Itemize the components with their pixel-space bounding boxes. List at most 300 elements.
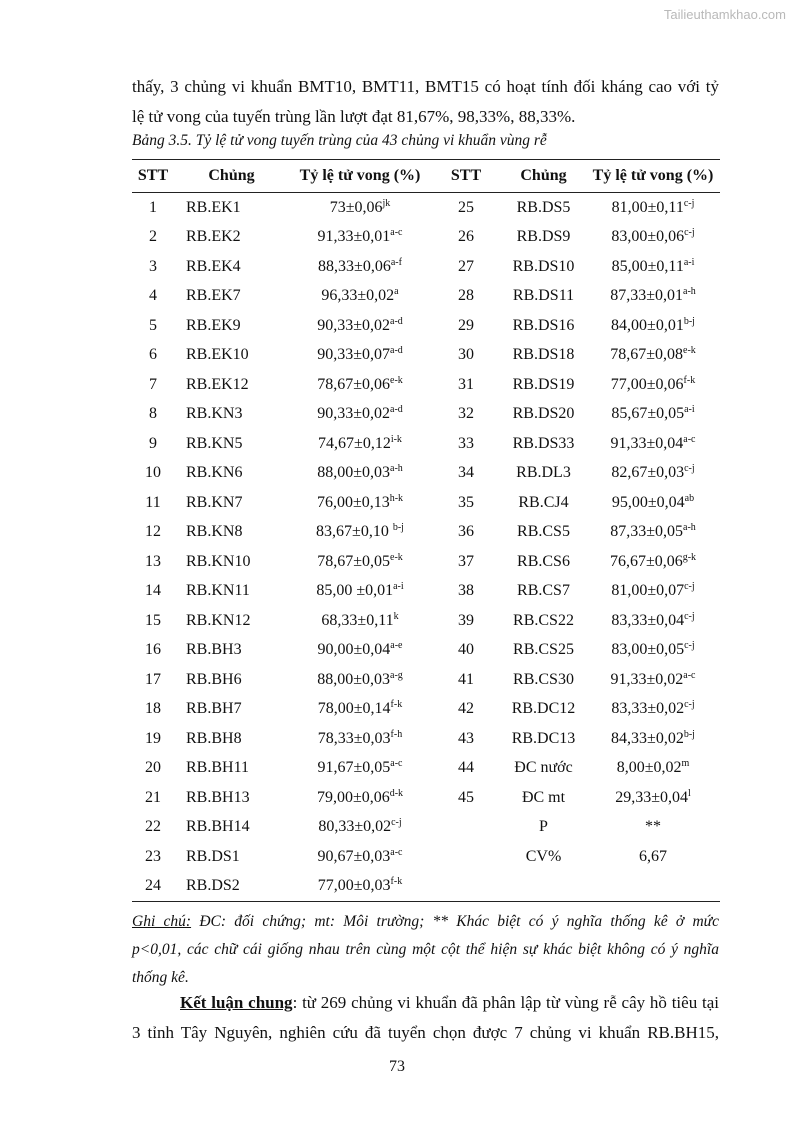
cell-name2-text: RB.DS33 (512, 434, 575, 452)
cell-stt (132, 282, 174, 312)
significance-letter: a-h (390, 463, 403, 475)
table-row (132, 282, 720, 312)
significance-letter: b-j (392, 522, 404, 534)
significance-letter: l (688, 787, 691, 799)
cell-name2 (501, 872, 586, 902)
cell-name2 (501, 842, 586, 872)
cell-name2-text: ĐC mt (521, 788, 566, 806)
cell-stt2 (431, 223, 501, 253)
cell-name2-text: CV% (525, 847, 562, 865)
cell-stt2 (431, 636, 501, 666)
cell-stt (132, 606, 174, 636)
cell-name-text: RB.KN8 (186, 523, 243, 541)
cell-name (174, 341, 289, 371)
significance-letter: c-j (684, 581, 695, 593)
cell-name2 (501, 311, 586, 341)
cell-val (289, 547, 431, 577)
cell-stt2 (431, 695, 501, 725)
cell-stt-text: 5 (149, 316, 157, 334)
cell-stt (132, 724, 174, 754)
cell-name2 (501, 370, 586, 400)
cell-val2-text: 91,33±0,02 (610, 670, 684, 688)
cell-val2 (586, 754, 720, 784)
cell-stt-text: 21 (145, 788, 161, 806)
cell-val2-text: 77,00±0,06 (610, 375, 684, 393)
cell-val2 (586, 311, 720, 341)
significance-letter: f-k (390, 876, 403, 888)
cell-stt-text: 15 (145, 611, 161, 629)
significance-letter: jk (382, 197, 391, 209)
significance-letter: a (394, 286, 399, 298)
cell-stt-text: 20 (145, 759, 161, 777)
cell-name2 (501, 754, 586, 784)
cell-stt2 (431, 842, 501, 872)
cell-stt-text: 12 (145, 523, 161, 541)
cell-stt (132, 872, 174, 902)
cell-name (174, 429, 289, 459)
cell-name2-text: RB.DS16 (512, 316, 575, 334)
cell-name2-text: RB.CS6 (517, 552, 570, 570)
table-row (132, 223, 720, 253)
cell-stt-text: 3 (149, 257, 157, 275)
cell-stt2-text: 44 (458, 759, 474, 777)
significance-letter: a-g (390, 669, 403, 681)
cell-val (289, 252, 431, 282)
cell-name-text: RB.DS2 (186, 877, 240, 895)
cell-val-text: 78,00±0,14 (317, 700, 391, 718)
note-line-2: p<0,01, các chữ cái giống nhau trên cùng một cột thể hiện sự khác biệt không có ý nghĩa thống kê. (132, 941, 719, 986)
cell-val2-text: ** (645, 818, 661, 836)
cell-stt (132, 577, 174, 607)
significance-letter: e-k (683, 345, 696, 357)
cell-name-text: RB.KN10 (186, 552, 251, 570)
cell-name (174, 606, 289, 636)
cell-name2 (501, 813, 586, 843)
significance-letter: a-c (390, 758, 403, 770)
cell-name2-text: RB.DS9 (516, 228, 571, 246)
cell-name2-text: RB.DS10 (512, 257, 575, 275)
cell-val2-text: 84,33±0,02 (611, 729, 684, 747)
conclusion-label: Kết luận chung (180, 993, 293, 1012)
cell-stt (132, 252, 174, 282)
cell-name-text: RB.KN5 (186, 434, 243, 452)
cell-stt2 (431, 665, 501, 695)
significance-letter: f-k (390, 699, 403, 711)
cell-name2 (501, 695, 586, 725)
cell-val-text: 90,33±0,02 (317, 405, 390, 423)
cell-stt-text: 6 (149, 346, 157, 364)
cell-name (174, 370, 289, 400)
cell-val (289, 842, 431, 872)
table-row (132, 193, 720, 223)
cell-stt (132, 370, 174, 400)
cell-name-text: RB.DS1 (186, 847, 240, 865)
cell-val (289, 665, 431, 695)
table-note (132, 908, 719, 992)
cell-val-text: 88,00±0,03 (317, 464, 390, 482)
cell-val2-text: 82,67±0,03 (611, 464, 685, 482)
significance-letter: c-j (684, 227, 695, 239)
cell-name (174, 518, 289, 548)
cell-stt (132, 518, 174, 548)
cell-val (289, 606, 431, 636)
cell-val2 (586, 429, 720, 459)
cell-val-text: 78,33±0,03 (317, 729, 391, 747)
cell-val2 (586, 695, 720, 725)
significance-letter: c-j (683, 197, 695, 209)
significance-letter: a-i (683, 256, 695, 268)
mortality-table (132, 159, 720, 902)
cell-val-text: 79,00±0,06 (316, 788, 390, 806)
cell-stt2-text: 26 (458, 228, 474, 246)
cell-val2-text: 87,33±0,05 (610, 523, 683, 541)
cell-name2-text: RB.DC13 (511, 729, 576, 747)
cell-stt2-text: 38 (458, 582, 474, 600)
cell-stt (132, 311, 174, 341)
cell-name2 (501, 223, 586, 253)
cell-val (289, 813, 431, 843)
cell-stt2 (431, 606, 501, 636)
cell-name-text: RB.BH13 (186, 788, 250, 806)
cell-val2 (586, 783, 720, 813)
cell-val-text: 88,33±0,06 (318, 257, 391, 275)
cell-val (289, 636, 431, 666)
cell-name2 (501, 488, 586, 518)
cell-stt (132, 695, 174, 725)
significance-letter: h-k (389, 492, 404, 504)
cell-name (174, 488, 289, 518)
cell-val-text: 91,33±0,01 (317, 228, 391, 246)
cell-val-text: 78,67±0,05 (317, 552, 390, 570)
cell-stt2-text: 36 (458, 523, 474, 541)
cell-stt2-text: 40 (458, 641, 474, 659)
conclusion-line-1: : từ 269 chủng vi khuẩn đã phân lập từ vùng rễ cây hồ tiêu tại (292, 993, 719, 1012)
cell-val-text: 73±0,06 (329, 198, 383, 216)
significance-letter: f-h (390, 728, 403, 740)
cell-stt2-text: 39 (458, 611, 474, 629)
cell-name2 (501, 606, 586, 636)
cell-val-text: 96,33±0,02 (321, 287, 395, 305)
cell-val2 (586, 813, 720, 843)
cell-name2-text: RB.CJ4 (518, 493, 569, 511)
cell-val2-text: 85,00±0,11 (611, 257, 684, 275)
significance-letter: e-k (390, 551, 403, 563)
cell-name2 (501, 252, 586, 282)
cell-val-text: 90,33±0,02 (317, 316, 390, 334)
cell-name (174, 842, 289, 872)
cell-name (174, 754, 289, 784)
cell-stt-text: 18 (145, 700, 161, 718)
table-row (132, 665, 720, 695)
cell-val2-text: 8,00±0,02 (616, 759, 682, 777)
table-row (132, 695, 720, 725)
cell-val-text: 68,33±0,11 (321, 611, 394, 629)
cell-val2 (586, 459, 720, 489)
cell-stt2-text: 43 (458, 729, 474, 747)
cell-name-text: RB.EK12 (186, 375, 249, 393)
cell-name2 (501, 341, 586, 371)
cell-name2 (501, 518, 586, 548)
cell-val (289, 577, 431, 607)
table-row (132, 577, 720, 607)
cell-stt2-text: 25 (458, 198, 474, 216)
significance-letter: c-j (684, 463, 695, 475)
cell-val2-text: 81,00±0,11 (611, 198, 684, 216)
cell-stt-text: 4 (149, 287, 157, 305)
intro-line-2: lệ tử vong của tuyến trùng lần lượt đạt 81,67%, 98,33%, 88,33%. (132, 107, 576, 126)
cell-stt-text: 14 (145, 582, 161, 600)
cell-name-text: RB.KN3 (186, 405, 243, 423)
significance-letter: i-k (390, 433, 402, 445)
cell-stt2 (431, 813, 501, 843)
cell-name2 (501, 193, 586, 223)
cell-name (174, 547, 289, 577)
significance-letter: a-h (683, 522, 696, 534)
cell-stt-text: 10 (145, 464, 161, 482)
cell-val (289, 872, 431, 902)
cell-name2 (501, 282, 586, 312)
significance-letter: m (681, 758, 690, 770)
cell-val2 (586, 842, 720, 872)
cell-stt (132, 429, 174, 459)
cell-val2-text: 83,00±0,06 (611, 228, 685, 246)
cell-val2 (586, 488, 720, 518)
conclusion-paragraph (132, 988, 719, 1048)
cell-name2-text: RB.DS5 (516, 198, 571, 216)
table-row (132, 636, 720, 666)
cell-name (174, 282, 289, 312)
cell-val-text: 90,33±0,07 (317, 346, 390, 364)
cell-val (289, 341, 431, 371)
cell-val2-text: 81,00±0,07 (611, 582, 685, 600)
cell-name2-text: RB.CS22 (513, 611, 574, 629)
cell-name2-text: RB.DS19 (512, 375, 575, 393)
cell-name (174, 252, 289, 282)
cell-stt (132, 636, 174, 666)
cell-stt (132, 813, 174, 843)
cell-name-text: RB.EK2 (186, 228, 241, 246)
cell-name-text: RB.BH8 (186, 729, 242, 747)
cell-val2-text: 76,67±0,06 (609, 552, 683, 570)
table-row (132, 606, 720, 636)
cell-name-text: RB.BH6 (186, 670, 242, 688)
cell-val2 (586, 341, 720, 371)
cell-val2-text: 85,67±0,05 (611, 405, 685, 423)
cell-name-text: RB.BH7 (186, 700, 242, 718)
cell-name2-text: RB.CS7 (517, 582, 570, 600)
cell-stt2 (431, 400, 501, 430)
cell-name-text: RB.EK1 (186, 198, 241, 216)
cell-name-text: RB.BH14 (186, 818, 250, 836)
table-row (132, 724, 720, 754)
cell-val2-text: 78,67±0,08 (610, 346, 683, 364)
cell-name-text: RB.KN12 (186, 611, 251, 629)
cell-val2 (586, 872, 720, 902)
cell-name2-text: P (539, 818, 548, 836)
cell-val (289, 724, 431, 754)
cell-stt2 (431, 282, 501, 312)
significance-letter: e-k (390, 374, 403, 386)
table-row (132, 400, 720, 430)
cell-val-text: 90,00±0,04 (317, 641, 391, 659)
note-label: Ghi chú: (132, 913, 192, 930)
table-row (132, 518, 720, 548)
significance-letter: a-d (390, 315, 403, 327)
cell-stt2-text: 35 (458, 493, 474, 511)
cell-val2 (586, 282, 720, 312)
cell-val (289, 459, 431, 489)
significance-letter: b-j (683, 728, 695, 740)
watermark-logo: Tailieuthamkhao.com (663, 7, 786, 22)
cell-name (174, 459, 289, 489)
cell-val (289, 754, 431, 784)
cell-name-text: RB.EK10 (186, 346, 249, 364)
cell-name (174, 311, 289, 341)
cell-name2 (501, 665, 586, 695)
cell-stt-text: 23 (145, 847, 161, 865)
cell-name2 (501, 577, 586, 607)
table-row (132, 754, 720, 784)
cell-val2 (586, 665, 720, 695)
cell-stt (132, 223, 174, 253)
header-stt: STT (132, 160, 174, 193)
cell-val (289, 282, 431, 312)
cell-val-text: 78,67±0,06 (317, 375, 390, 393)
significance-letter: a-c (390, 227, 403, 239)
cell-stt2 (431, 311, 501, 341)
cell-val (289, 783, 431, 813)
cell-name (174, 400, 289, 430)
header-strain: Chủng (174, 160, 289, 193)
conclusion-line-2: 3 tỉnh Tây Nguyên, nghiên cứu đã tuyển chọn được 7 chủng vi khuẩn RB.BH15, (132, 1023, 719, 1042)
cell-val2-text: 84,00±0,01 (611, 316, 684, 334)
cell-stt-text: 2 (149, 228, 157, 246)
cell-stt2 (431, 341, 501, 371)
cell-stt2-text: 41 (458, 670, 474, 688)
table-row (132, 872, 720, 902)
cell-stt2 (431, 518, 501, 548)
page-number: 73 (389, 1058, 405, 1075)
cell-name2 (501, 724, 586, 754)
cell-name (174, 636, 289, 666)
cell-val2 (586, 577, 720, 607)
cell-val (289, 429, 431, 459)
cell-name2-text: RB.DS11 (512, 287, 575, 305)
table-row (132, 488, 720, 518)
cell-val2 (586, 606, 720, 636)
cell-name2 (501, 636, 586, 666)
cell-stt2 (431, 577, 501, 607)
cell-val (289, 695, 431, 725)
significance-letter: ab (684, 492, 695, 504)
significance-letter: a-i (393, 581, 404, 593)
significance-letter: a-c (683, 669, 696, 681)
cell-name2 (501, 783, 586, 813)
table-row (132, 842, 720, 872)
cell-name-text: RB.BH3 (186, 641, 242, 659)
cell-val2-text: 95,00±0,04 (611, 493, 685, 511)
significance-letter: a-d (390, 404, 403, 416)
table-caption: Bảng 3.5. Tỷ lệ tử vong tuyến trùng của 43 chủng vi khuẩn vùng rễ (132, 132, 547, 149)
cell-name2-text: RB.CS25 (513, 641, 574, 659)
cell-stt2-text: 34 (458, 464, 474, 482)
cell-val-text: 74,67±0,12 (318, 434, 391, 452)
significance-letter: a-f (390, 256, 402, 268)
cell-name2-text: RB.CS30 (513, 670, 574, 688)
significance-letter: a-e (390, 640, 403, 652)
cell-val2-text: 87,33±0,01 (610, 287, 683, 305)
table-row (132, 311, 720, 341)
cell-stt-text: 9 (149, 434, 157, 452)
cell-stt-text: 22 (145, 818, 161, 836)
cell-stt2 (431, 547, 501, 577)
cell-name2-text: RB.DL3 (516, 464, 571, 482)
significance-letter: g-k (682, 551, 697, 563)
cell-name (174, 193, 289, 223)
cell-stt2 (431, 872, 501, 902)
significance-letter: d-k (389, 787, 404, 799)
cell-stt2-text: 32 (458, 405, 474, 423)
cell-stt2 (431, 724, 501, 754)
cell-val-text: 76,00±0,13 (316, 493, 390, 511)
cell-val-text: 88,00±0,03 (317, 670, 390, 688)
cell-stt2-text: 42 (458, 700, 474, 718)
cell-val (289, 193, 431, 223)
cell-stt2-text: 31 (458, 375, 474, 393)
cell-stt (132, 193, 174, 223)
cell-val (289, 518, 431, 548)
cell-name2 (501, 429, 586, 459)
cell-stt-text: 7 (149, 375, 157, 393)
cell-val-text: 91,67±0,05 (317, 759, 391, 777)
cell-stt2 (431, 370, 501, 400)
significance-letter: b-j (683, 315, 695, 327)
cell-stt-text: 11 (145, 493, 161, 511)
cell-val (289, 311, 431, 341)
cell-name-text: RB.EK7 (186, 287, 241, 305)
cell-name2 (501, 400, 586, 430)
cell-name2-text: RB.DS20 (512, 405, 575, 423)
table-row (132, 547, 720, 577)
cell-val (289, 488, 431, 518)
header-mortality-2: Tỷ lệ tử vong (%) (586, 160, 720, 193)
header-mortality: Tỷ lệ tử vong (%) (289, 160, 431, 193)
cell-stt2 (431, 252, 501, 282)
cell-name-text: RB.EK9 (186, 316, 241, 334)
cell-val2 (586, 547, 720, 577)
cell-name-text: RB.KN6 (186, 464, 243, 482)
significance-letter: f-k (683, 374, 696, 386)
cell-val2 (586, 724, 720, 754)
cell-val (289, 223, 431, 253)
table-row (132, 370, 720, 400)
cell-val-text: 85,00 ±0,01 (316, 582, 394, 600)
cell-stt-text: 24 (145, 877, 161, 895)
cell-name (174, 695, 289, 725)
cell-name2-text: RB.DC12 (511, 700, 576, 718)
table-header-row (132, 160, 720, 193)
cell-val2 (586, 193, 720, 223)
cell-name2 (501, 547, 586, 577)
cell-name (174, 223, 289, 253)
cell-stt-text: 8 (149, 405, 157, 423)
table-row (132, 459, 720, 489)
significance-letter: c-j (684, 699, 695, 711)
cell-name-text: RB.EK4 (186, 257, 241, 275)
cell-val2-text: 6,67 (639, 847, 667, 865)
cell-name2 (501, 459, 586, 489)
cell-stt2 (431, 783, 501, 813)
